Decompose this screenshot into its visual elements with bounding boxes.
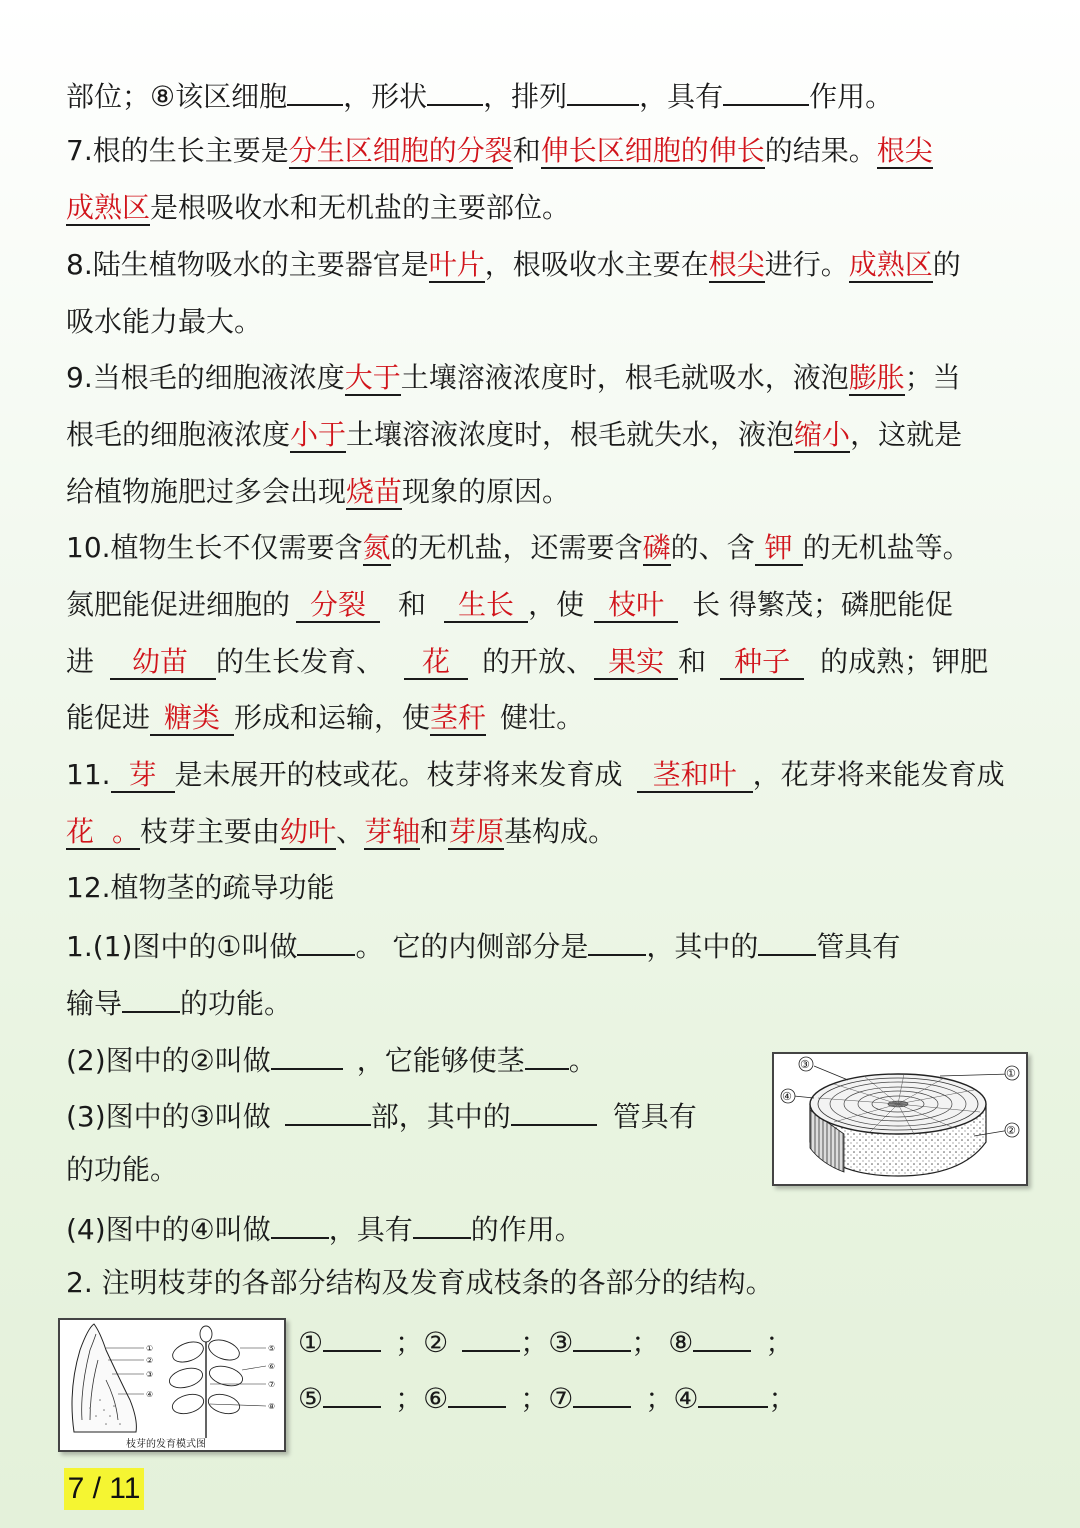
blank[interactable]	[271, 1038, 343, 1070]
bud-label-5: ⑤	[268, 1344, 276, 1353]
answer: 小于	[290, 418, 347, 451]
answer: 茎和叶	[637, 758, 753, 793]
question-10-line2: 氮肥能促进细胞的 分裂 和 生长 ，使 枝叶 长 得繁茂；磷肥能促	[66, 588, 953, 621]
blank[interactable]	[511, 1094, 597, 1126]
sub-question-1-1-cont: 输导 的功能。	[66, 981, 1026, 1021]
blank[interactable]	[323, 1320, 381, 1352]
figure-caption: 枝芽的发育模式图	[126, 1439, 206, 1450]
question-10-line3: 进 幼苗 的生长发育、 花 的开放、 果实 和 种子 的成熟；钾肥	[66, 645, 989, 678]
blank[interactable]	[573, 1376, 631, 1408]
stem-label-3: ③	[800, 1058, 810, 1071]
blank[interactable]	[448, 1376, 506, 1408]
question-11-line2: 花 。枝芽主要由幼叶、芽轴和芽原基构成。	[66, 815, 617, 848]
answer: 成熟区	[848, 248, 933, 281]
question-9-line1: 9.当根毛的细胞液浓度大于土壤溶液浓度时，根毛就吸水，液泡膨胀；当	[66, 361, 961, 394]
question-12-title: 12.植物茎的疏导功能	[66, 871, 335, 904]
stem-label-4: ④	[782, 1090, 792, 1103]
answer: 分裂	[296, 588, 380, 623]
section-2-title: 2. 注明枝芽的各部分结构及发育成枝条的各部分的结构。	[66, 1266, 774, 1299]
bud-label-7: ⑦	[268, 1380, 276, 1389]
answer: 生长	[444, 588, 528, 623]
blank[interactable]	[413, 1207, 471, 1239]
bud-label-3: ③	[146, 1370, 154, 1379]
answer: 膨胀	[848, 361, 905, 394]
question-11-line1: 11. 芽 是未展开的枝或花。枝芽将来发育成 茎和叶 ，花芽将来能发育成	[66, 758, 1005, 791]
bud-development-figure	[58, 1318, 286, 1452]
answer: 钾	[755, 531, 803, 566]
blank[interactable]	[723, 74, 809, 106]
question-9-line3: 给植物施肥过多会出现烧苗现象的原因。	[66, 475, 571, 508]
answer: 芽	[111, 758, 175, 793]
answer: 叶片	[428, 248, 485, 281]
sub-question-1-1: 1.(1)图中的①叫做 。 它的内侧部分是 ，其中的 管具有	[66, 924, 1026, 964]
answer: 烧苗	[346, 475, 403, 508]
sub-question-1-2: (2)图中的②叫做 ，它能够使茎 。	[66, 1038, 746, 1078]
blank[interactable]	[693, 1320, 751, 1352]
blank[interactable]	[427, 74, 483, 106]
question-10-line4: 能促进 糖类 形成和运输，使茎秆 健壮。	[66, 701, 585, 734]
answer: 缩小	[794, 418, 851, 451]
answer: 成熟区	[66, 191, 151, 224]
answer: 伸长区细胞的伸长	[540, 134, 765, 167]
line-cell-properties: 部位；⑧该区细胞 ，形状 ，排列 ，具有 作用。	[66, 74, 1026, 114]
stem-diagram-icon	[774, 1054, 1026, 1184]
blank[interactable]	[271, 1207, 329, 1239]
question-9-line2: 根毛的细胞液浓度小于土壤溶液浓度时，根毛就失水，液泡缩小，这就是	[66, 418, 963, 451]
answer: 芽原	[448, 815, 505, 848]
page-number: 7 / 11	[64, 1468, 144, 1510]
blank[interactable]	[567, 74, 639, 106]
blank[interactable]	[698, 1376, 768, 1408]
blank[interactable]	[588, 924, 646, 956]
blank[interactable]	[462, 1320, 520, 1352]
question-8-line1: 8.陆生植物吸水的主要器官是叶片，根吸收水主要在根尖进行。成熟区的	[66, 248, 961, 281]
answer: 茎秆	[430, 701, 487, 734]
blank[interactable]	[573, 1320, 631, 1352]
bud-label-4: ④	[146, 1390, 154, 1399]
answer: 幼苗	[110, 645, 216, 680]
answer: 幼叶	[280, 815, 337, 848]
answer: 果实	[594, 645, 678, 680]
bud-label-6: ⑥	[268, 1362, 276, 1371]
bud-label-1: ①	[146, 1344, 154, 1353]
question-8-line2: 吸水能力最大。	[66, 305, 263, 338]
sub-question-1-3-cont: 的功能。	[66, 1153, 179, 1186]
bud-labels-row-2: ⑤ ；⑥ ；⑦ ；④ ；	[298, 1376, 998, 1416]
question-10-line1: 10.植物生长不仅需要含氮的无机盐，还需要含磷的、含 钾 的无机盐等。	[66, 531, 971, 564]
answer: 芽轴	[364, 815, 421, 848]
sub-question-1-3: (3)图中的③叫做 部，其中的 管具有	[66, 1094, 746, 1134]
bud-labels-row-1: ① ；② ；③ ； ⑧ ；	[298, 1320, 998, 1360]
answer: 花	[404, 645, 468, 680]
blank[interactable]	[287, 74, 343, 106]
answer: 大于	[344, 361, 401, 394]
stem-label-2: ②	[1006, 1124, 1016, 1137]
question-7-line1: 7.根的生长主要是分生区细胞的分裂和伸长区细胞的伸长的结果。根尖	[66, 134, 933, 167]
sub-question-1-4: (4)图中的④叫做 ，具有 的作用。	[66, 1207, 1026, 1247]
answer: 氮	[362, 531, 391, 564]
bud-label-8: ⑧	[268, 1402, 276, 1411]
stem-cross-section-figure	[772, 1052, 1028, 1186]
stem-label-1: ①	[1006, 1067, 1016, 1080]
question-7-line2: 成熟区是根吸收水和无机盐的主要部位。	[66, 191, 571, 224]
answer: 磷	[642, 531, 671, 564]
answer: 分生区细胞的分裂	[288, 134, 513, 167]
answer: 根尖	[876, 134, 933, 167]
blank[interactable]	[758, 924, 816, 956]
blank[interactable]	[122, 981, 180, 1013]
bud-diagram-icon	[60, 1320, 284, 1450]
blank[interactable]	[525, 1038, 569, 1070]
blank[interactable]	[323, 1376, 381, 1408]
bud-label-2: ②	[146, 1356, 154, 1365]
answer: 根尖	[708, 248, 765, 281]
blank[interactable]	[297, 924, 355, 956]
blank[interactable]	[285, 1094, 371, 1126]
answer: 花 。	[66, 815, 141, 848]
answer: 枝叶	[594, 588, 678, 623]
answer: 糖类	[150, 701, 234, 736]
answer: 种子	[720, 645, 804, 680]
